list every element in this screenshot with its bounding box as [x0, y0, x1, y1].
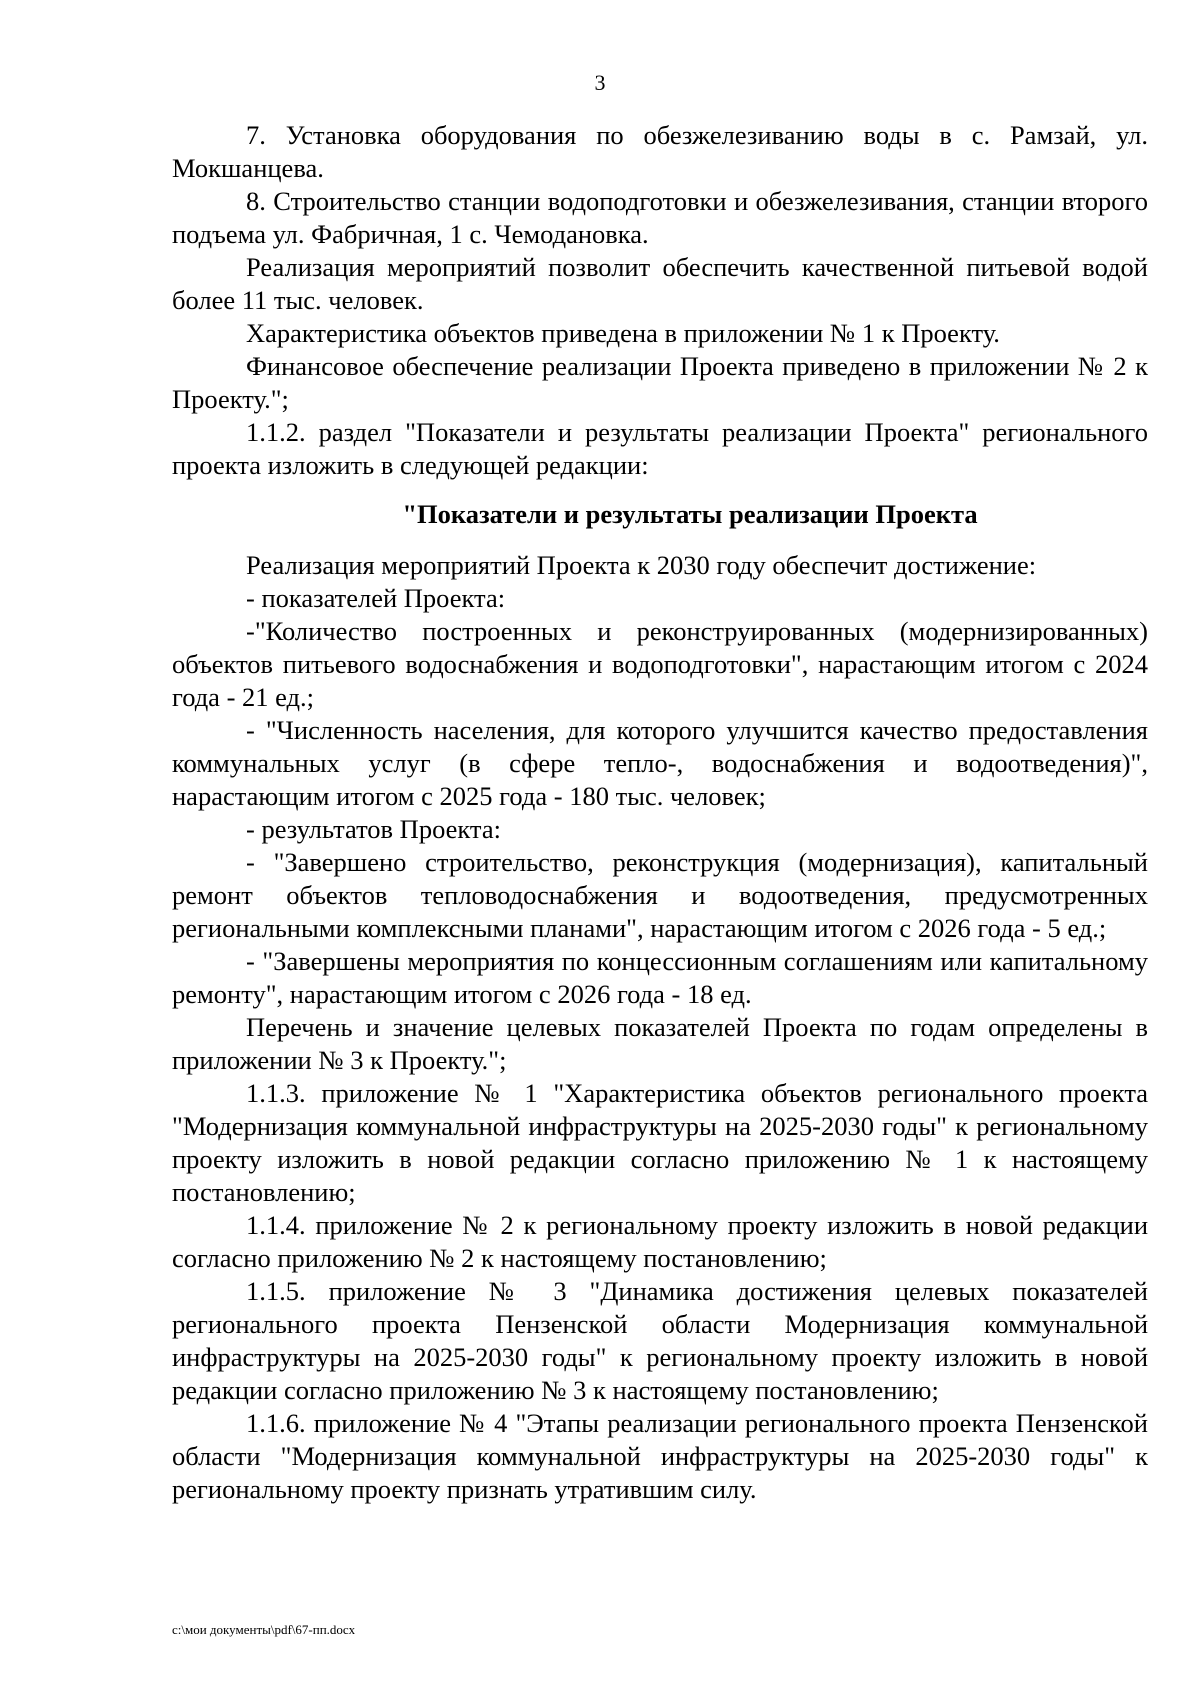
paragraph: 1.1.4. приложение № 2 к региональному проекту изложить в новой редакции согласно приложению № 2 к настоящему постановлению; — [172, 1210, 1148, 1273]
paragraph: Финансовое обеспечение реализации Проекта приведено в приложении № 2 к Проекту."; — [172, 351, 1148, 414]
paragraph: 1.1.6. приложение № 4 "Этапы реализации регионального проекта Пензенской области "Модернизация коммунальной инфраструктуры на 2025-2030 годы" к региональному проекту признать утратившим силу. — [172, 1408, 1148, 1504]
document-body — [172, 119, 1148, 1506]
paragraph: Реализация мероприятий Проекта к 2030 году обеспечит достижение: — [246, 550, 1037, 580]
paragraph: Реализация мероприятий позволит обеспечить качественной питьевой водой более 11 тыс. человек. — [172, 252, 1148, 315]
paragraph: - "Численность населения, для которого улучшится качество предоставления коммунальных услуг (в сфере тепло-, водоснабжения и водоотведения)", нарастающим итогом с 2025 года - 180 тыс. человек; — [172, 715, 1148, 811]
paragraph: - "Завершены мероприятия по концессионным соглашениям или капитальному ремонту", нарастающим итогом с 2026 года - 18 ед. — [172, 946, 1148, 1009]
paragraph: - показателей Проекта: — [246, 583, 506, 613]
paragraph: Перечень и значение целевых показателей Проекта по годам определены в приложении № 3 к Проекту."; — [172, 1012, 1148, 1075]
paragraph: 7. Установка оборудования по обезжелезиванию воды в с. Рамзай, ул. Мокшанцева. — [172, 120, 1148, 183]
paragraph: 1.1.3. приложение № 1 "Характеристика объектов регионального проекта "Модернизация коммунальной инфраструктуры на 2025-2030 годы" к региональному проекту изложить в новой редакции согласно приложению № 1 к настоящему постановлению; — [172, 1078, 1148, 1207]
page-number: 3 — [594, 70, 606, 95]
footer-file-path: c:\мои документы\pdf\67-пп.docx — [172, 1622, 356, 1637]
paragraph: 1.1.2. раздел "Показатели и результаты реализации Проекта" регионального проекта изложить в следующей редакции: — [172, 417, 1148, 480]
paragraph: -"Количество построенных и реконструированных (модернизированных) объектов питьевого водоснабжения и водоподготовки", нарастающим итогом с 2024 года - 21 ед.; — [172, 616, 1148, 712]
paragraph: Характеристика объектов приведена в приложении № 1 к Проекту. — [246, 318, 1000, 348]
paragraph: 1.1.5. приложение № 3 "Динамика достижения целевых показателей регионального проекта Пензенской области Модернизация коммунальной инфраструктуры на 2025-2030 годы" к региональному проекту изложить в новой редакции согласно приложению № 3 к настоящему постановлению; — [172, 1276, 1148, 1405]
paragraph: - "Завершено строительство, реконструкция (модернизация), капитальный ремонт объектов тепловодоснабжения и водоотведения, предусмотренных региональными комплексными планами", нарастающим итогом с 2026 года - 5 ед.; — [172, 847, 1148, 943]
paragraph: 8. Строительство станции водоподготовки и обезжелезивания, станции второго подъема ул. Фабричная, 1 с. Чемодановка. — [172, 186, 1148, 249]
section-heading: "Показатели и результаты реализации Проекта — [402, 499, 978, 529]
paragraph: - результатов Проекта: — [246, 814, 501, 844]
